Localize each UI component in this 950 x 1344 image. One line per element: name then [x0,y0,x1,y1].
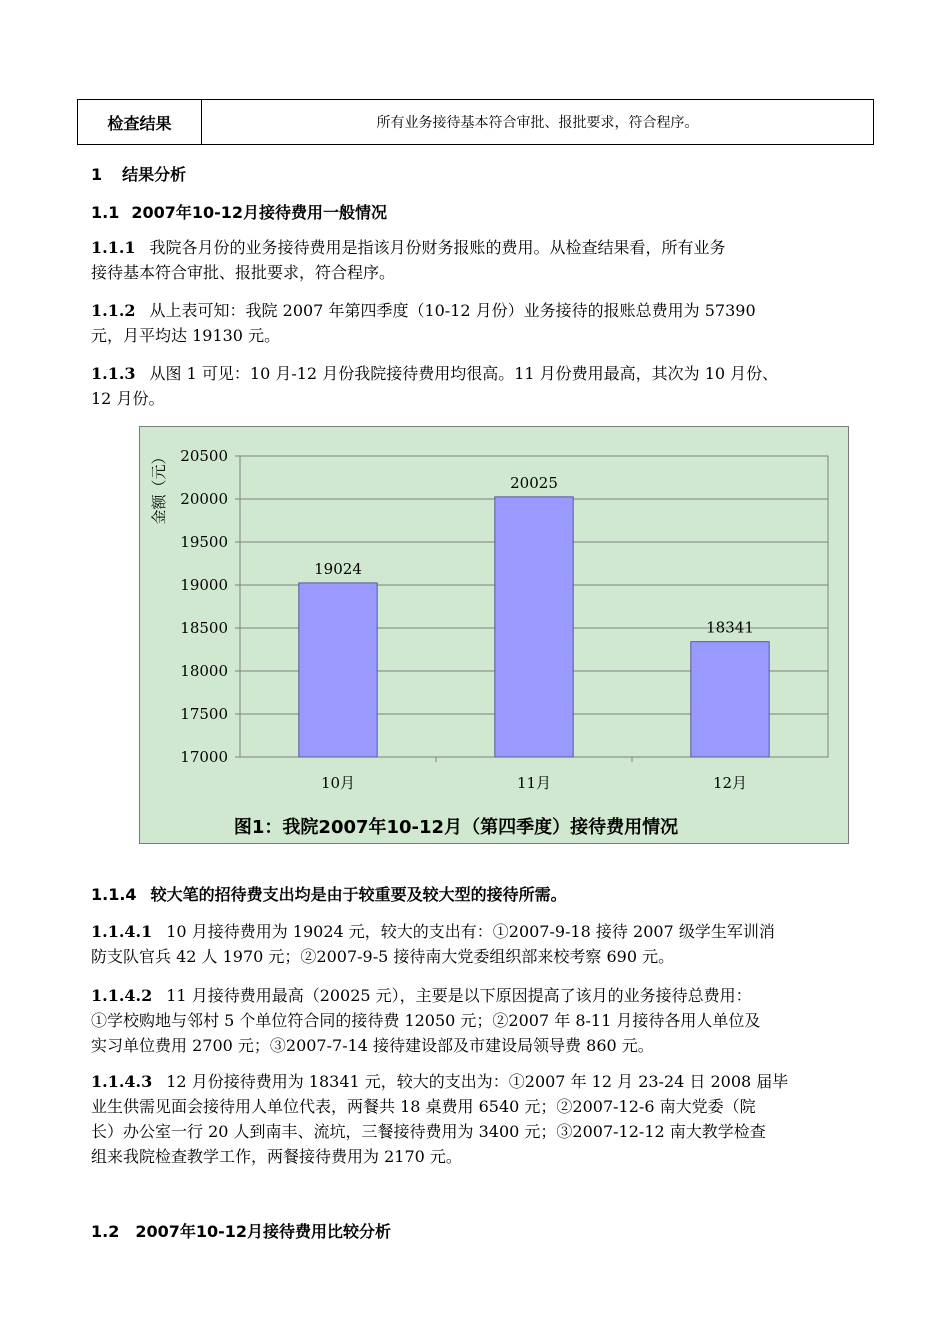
y-tick-label: 18000 [180,662,228,680]
paragraph-number: 1.1.2 [91,301,136,320]
paragraph-1-1-1 [91,235,871,285]
paragraph-line: 组来我院检查教学工作，两餐接待费用为 2170 元。 [91,1147,462,1166]
section-1-heading [91,162,186,185]
paragraph-number: 1.1.4.2 [91,986,153,1005]
section-title: 结果分析 [122,165,187,184]
section-1-1-heading [91,200,387,223]
chart-bars [299,497,769,757]
paragraph-line: 较大笔的招待费支出均是由于较重要及较大型的接待所需。 [150,885,567,904]
paragraph-1-1-4-1 [91,919,871,969]
bar-data-label: 18341 [706,618,754,637]
paragraph-line: 防支队官兵 42 人 1970 元；②2007-9-5 接待南大党委组织部来校考察 690 元。 [91,947,675,966]
paragraph-line: 长）办公室一行 20 人到南丰、流坑，三餐接待费用为 3400 元；③2007-12-12 南大教学检查 [91,1122,766,1141]
paragraph-line: 接待基本符合审批、报批要求，符合程序。 [91,263,396,282]
section-number: 1.2 [91,1222,120,1241]
paragraph-number: 1.1.4.3 [91,1072,153,1091]
paragraph-1-1-2 [91,298,871,348]
paragraph-line: 12 月份。 [91,389,165,408]
section-number: 1 [91,165,103,184]
section-title: 2007年10-12月接待费用比较分析 [135,1222,392,1241]
chart-title: 图1：我院2007年10-12月（第四季度）接待费用情况 [233,817,679,838]
y-tick-label: 19000 [180,576,228,594]
section-title: 2007年10-12月接待费用一般情况 [131,203,388,222]
x-tick-label: 11月 [516,774,552,792]
paragraph-line: 11 月接待费用最高（20025 元），主要是以下原因提高了该月的业务接待总费用： [166,986,752,1005]
bar-data-label: 19024 [314,559,362,578]
paragraph-line: 12 月份接待费用为 18341 元，较大的支出为：①2007 年 12 月 23-24 日 2008 届毕 [166,1072,789,1091]
bar-chart [139,426,849,844]
section-number: 1.1 [91,203,120,222]
result-table [77,99,874,145]
result-table-value: 所有业务接待基本符合审批、报批要求，符合程序。 [376,115,699,131]
paragraph-line: ①学校购地与邻村 5 个单位符合同的接待费 12050 元；②2007 年 8-11 月接待各用人单位及 [91,1011,761,1030]
bar-11月 [495,497,573,757]
result-table-label: 检查结果 [78,100,202,144]
bar-12月 [691,642,769,757]
paragraph-line: 从图 1 可见：10 月-12 月份我院接待费用均很高。11 月份费用最高，其次为 10 月份、 [149,364,779,383]
paragraph-line: 业生供需见面会接待用人单位代表，两餐共 18 桌费用 6540 元；②2007-12-6 南大党委（院 [91,1097,756,1116]
y-tick-label: 19500 [180,533,228,551]
y-tick-label: 18500 [180,619,228,637]
paragraph-1-1-3 [91,361,871,411]
paragraph-number: 1.1.4.1 [91,922,153,941]
bar-chart-svg [140,427,848,843]
bar-data-label: 20025 [510,473,558,492]
paragraph-line: 元，月平均达 19130 元。 [91,326,281,345]
y-tick-label: 20500 [180,447,228,465]
y-tick-label: 17000 [180,748,228,766]
paragraph-line: 10 月接待费用为 19024 元，较大的支出有：①2007-9-18 接待 2007 级学生军训消 [166,922,775,941]
paragraph-line: 从上表可知：我院 2007 年第四季度（10-12 月份）业务接待的报账总费用为 57390 [149,301,756,320]
y-tick-labels [180,447,228,766]
section-1-2-heading [91,1219,391,1242]
paragraph-number: 1.1.4 [91,885,137,904]
x-tick-label: 10月 [320,774,356,792]
bar-10月 [299,583,377,757]
paragraph-number: 1.1.1 [91,238,136,257]
paragraph-1-1-4-3 [91,1069,871,1169]
x-tick-label: 12月 [712,774,748,792]
y-tick-label: 20000 [180,490,228,508]
y-axis-label: 金额（元） [150,449,168,525]
x-tick-labels [321,774,747,792]
paragraph-line: 实习单位费用 2700 元；③2007-7-14 接待建设部及市建设局领导费 860 元。 [91,1036,654,1055]
paragraph-number: 1.1.3 [91,364,136,383]
paragraph-1-1-4-2 [91,983,871,1058]
y-tick-label: 17500 [180,705,228,723]
paragraph-1-1-4 [91,882,871,907]
paragraph-line: 我院各月份的业务接待费用是指该月份财务报账的费用。从检查结果看，所有业务 [149,238,726,257]
